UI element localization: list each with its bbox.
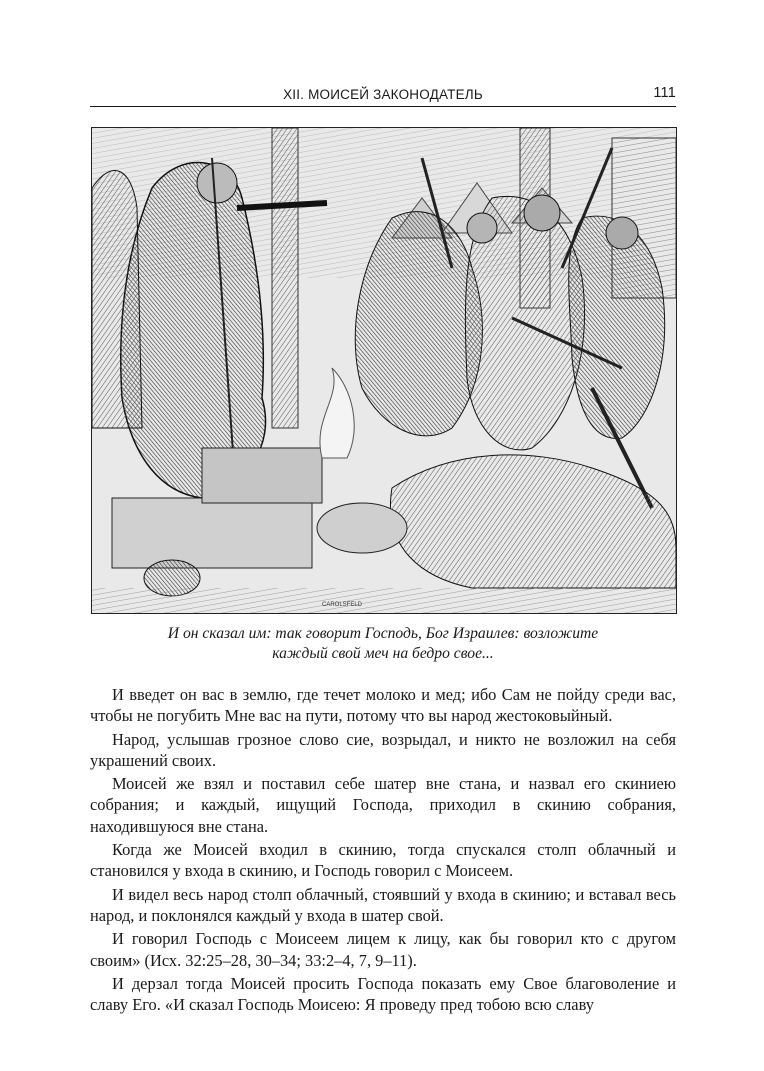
paragraph: Народ, услышав грозное слово сие, возрыдал, и никто не возложил на себя украшений своих. bbox=[90, 729, 676, 770]
running-header bbox=[90, 84, 676, 107]
illustration-caption bbox=[110, 624, 656, 664]
warrior-head bbox=[467, 213, 497, 243]
body-text bbox=[90, 684, 676, 1015]
pillar-left bbox=[272, 128, 298, 428]
stone-block bbox=[202, 448, 322, 503]
golden-calf bbox=[317, 503, 407, 553]
warrior-head bbox=[606, 217, 638, 249]
stone-steps bbox=[112, 498, 312, 568]
chapter-title: XII. МОИСЕЙ ЗАКОНОДАТЕЛЬ bbox=[283, 87, 483, 102]
priest-figure bbox=[92, 171, 142, 428]
warrior-head bbox=[524, 195, 560, 231]
engraving-illustration bbox=[91, 127, 677, 614]
paragraph: И дерзал тогда Моисей просить Господа показать ему Свое благоволение и славу Его. «И сказал Господь Моисею: Я проведу пред тобою всю славу bbox=[90, 973, 676, 1015]
paragraph: И видел весь народ столп облачный, стоявший у входа в скинию; и вставал весь народ, и поклонялся каждый у входа в шатер свой. bbox=[90, 884, 676, 925]
paragraph: И введет он вас в землю, где течет молоко и мед; ибо Сам не пойду среди вас, чтобы не погубить Мне вас на пути, потому что вы народ жестоковыйный. bbox=[90, 685, 676, 726]
paragraph: Моисей же взял и поставил себе шатер вне стана, и назвал его скиниею собрания; и каждый, ищущий Господа, приходил в скинию собрания, находившуюся вне стана. bbox=[90, 774, 676, 836]
engraver-signature: CAROLSFELD bbox=[322, 602, 363, 608]
caption-line: И он сказал им: так говорит Господь, Бог Израилев: возложите bbox=[167, 625, 599, 642]
paragraph: И говорил Господь с Моисеем лицем к лицу, как бы говорил кто с другом своим» (Исх. 32:25–28, 30–34; 33:2–4, 7, 9–11). bbox=[90, 929, 676, 970]
moses-head bbox=[197, 163, 237, 203]
caption-line: каждый свой меч на бедро свое... bbox=[272, 645, 494, 662]
page-number: 111 bbox=[653, 85, 676, 101]
paragraph: Когда же Моисей входил в скинию, тогда спускался столп облачный и становился у входа в скинию, и Господь говорил с Моисеем. bbox=[90, 840, 676, 881]
engraving-drawing bbox=[92, 128, 676, 613]
